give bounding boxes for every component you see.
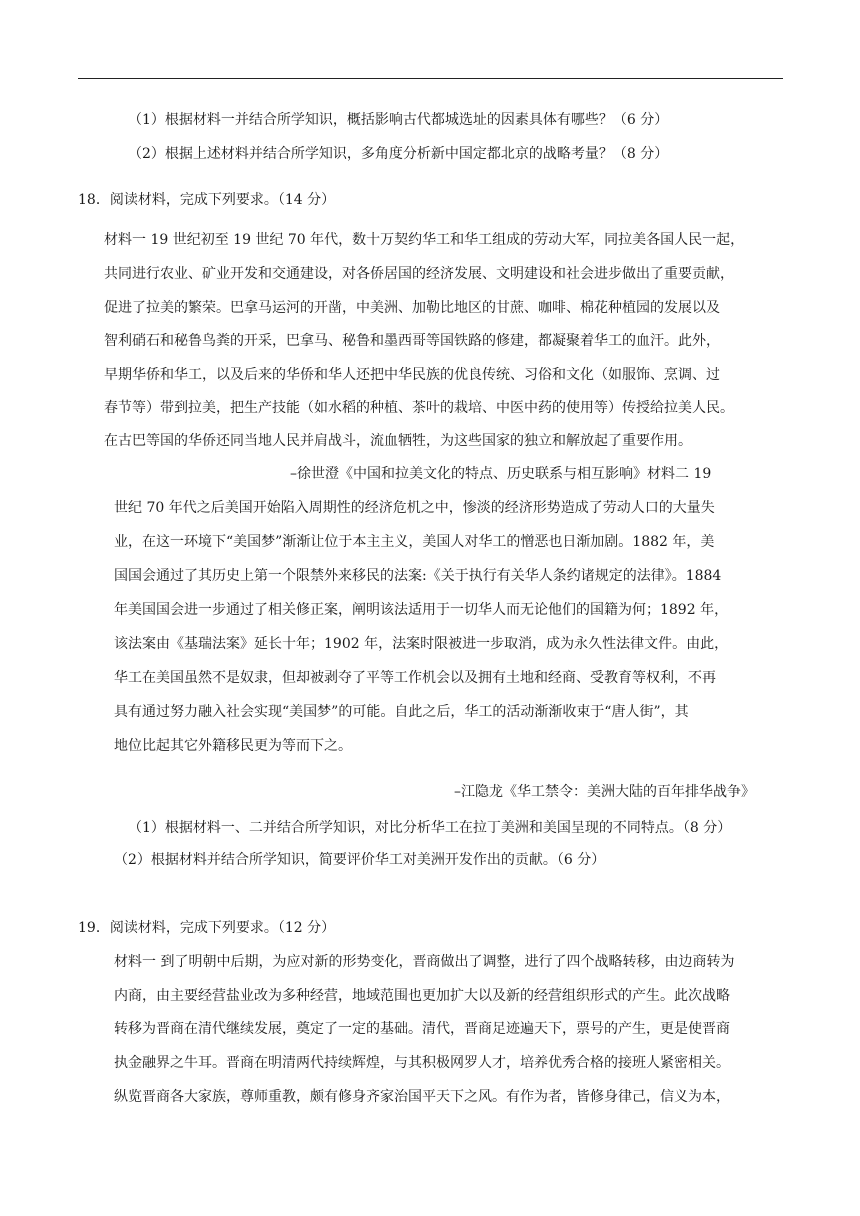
q18-material2-line: 世纪 70 年代之后美国开始陷入周期性的经济危机之中，惨淡的经济形势造成了劳动人口的大量失 <box>114 500 715 516</box>
q18-material2-line: 华工在美国虽然不是奴隶，但却被剥夺了平等工作机会以及拥有土地和经商、受教育等权利，不再 <box>114 670 716 686</box>
header-rule <box>78 78 783 79</box>
q18-source1-line: –徐世澄《中国和拉美文化的特点、历史联系与相互影响》材料二 19 <box>290 466 712 482</box>
q18-material2-line: 地位比起其它外籍移民更为等而下之。 <box>114 738 352 754</box>
q18-material2-line: 具有通过努力融入社会实现“美国梦”的可能。自此之后，华工的活动渐渐收束于“唐人街”，其 <box>114 704 689 720</box>
q18-material1-line: 材料一 19 世纪初至 19 世纪 70 年代，数十万契约华工和华工组成的劳动大军，同拉美各国人民一起， <box>104 232 745 248</box>
q18-sub2: （2）根据材料并结合所学知识，简要评价华工对美洲开发作出的贡献。（6 分） <box>114 852 606 868</box>
q18-material1-line: 促进了拉美的繁荣。巴拿马运河的开凿，中美洲、加勒比地区的甘蔗、咖啡、棉花种植园的发展以及 <box>104 300 720 316</box>
q18-material2-line: 该法案由《基瑞法案》延长十年；1902 年，法案时限被进一步取消，成为永久性法律文件。由此， <box>114 636 729 652</box>
q19-material1-line: 材料一 到了明朝中后期，为应对新的形势变化，晋商做出了调整，进行了四个战略转移，由边商转为 <box>114 954 735 970</box>
q18-material1-line: 早期华侨和华工，以及后来的华侨和华人还把中华民族的优良传统、习俗和文化（如服饰、烹调、过 <box>104 367 720 383</box>
q18-material2-line: 国国会通过了其历史上第一个限禁外来移民的法案:《关于执行有关华人条约诸规定的法律》。1884 <box>114 568 722 584</box>
q17-sub2: （2）根据上述材料并结合所学知识，多角度分析新中国定都北京的战略考量？（8 分） <box>128 146 669 162</box>
q18-material1-line: 在古巴等国的华侨还同当地人民并肩战斗，流血牺牲，为这些国家的独立和解放起了重要作用。 <box>104 433 692 449</box>
q18-material2-line: 业，在这一环境下“美国梦”渐渐让位于本主主义，美国人对华工的憎恶也日渐加剧。1882 年，美 <box>114 534 715 550</box>
q19-heading: 19．阅读材料，完成下列要求。（12 分） <box>78 920 336 936</box>
q19-material1-line: 纵览晋商各大家族，尊师重教，颇有修身齐家治国平天下之风。有作为者，皆修身律己，信义为本， <box>114 1089 730 1105</box>
q19-material1-line: 转移为晋商在清代继续发展，奠定了一定的基础。清代，晋商足迹遍天下，票号的产生，更是使晋商 <box>114 1021 730 1037</box>
q18-material2-line: 年美国国会进一步通过了相关修正案，阐明该法适用于一切华人而无论他们的国籍为何；1892 年， <box>114 602 729 618</box>
q18-material1-line: 共同进行农业、矿业开发和交通建设，对各侨居国的经济发展、文明建设和社会进步做出了重要贡献， <box>104 266 734 282</box>
q18-heading: 18．阅读材料，完成下列要求。（14 分） <box>78 192 336 208</box>
q18-source2: –江隐龙《华工禁令：美洲大陆的百年排华战争》 <box>454 784 755 800</box>
q18-material1-line: 春节等）带到拉美，把生产技能（如水稻的种植、茶叶的栽培、中医中药的使用等）传授给拉美人民。 <box>104 400 734 416</box>
q18-material1-line: 智利硝石和秘鲁鸟粪的开采，巴拿马、秘鲁和墨西哥等国铁路的修建，都凝聚着华工的血汗。此外， <box>104 333 720 349</box>
q17-sub1: （1）根据材料一并结合所学知识，概括影响古代都城选址的因素具体有哪些？（6 分） <box>128 112 669 128</box>
q18-sub1: （1）根据材料一、二并结合所学知识，对比分析华工在拉丁美洲和美国呈现的不同特点。（8 分） <box>128 820 732 836</box>
q19-material1-line: 内商，由主要经营盐业改为多种经营，地域范围也更加扩大以及新的经营组织形式的产生。此次战略 <box>114 988 730 1004</box>
q19-material1-line: 执金融界之牛耳。晋商在明清两代持续辉煌，与其积极网罗人才，培养优秀合格的接班人紧密相关。 <box>114 1055 730 1071</box>
